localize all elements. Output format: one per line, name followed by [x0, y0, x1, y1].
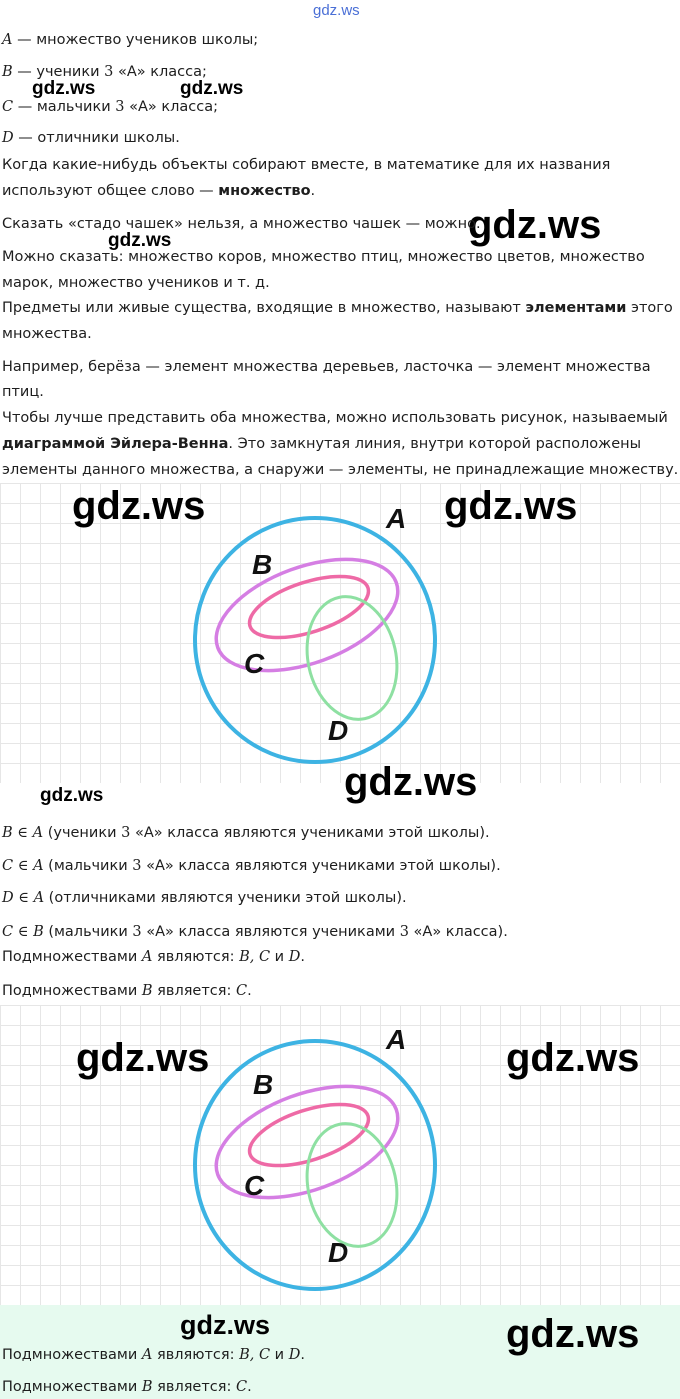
relation-d-in-a: D ∈ A (отличниками являются ученики этой школы). — [2, 890, 407, 906]
paragraph-line: множества. — [2, 326, 92, 342]
subsets-of-b: Подмножествами B является: C. — [2, 983, 252, 999]
watermark: gdz.ws — [344, 760, 478, 804]
answer-subsets-of-a: Подмножествами A являются: B, C и D. — [2, 1347, 305, 1363]
label-b: B — [252, 549, 273, 580]
set-a-circle — [195, 1041, 435, 1289]
watermark: gdz.ws — [468, 203, 602, 247]
paragraph-line: элементы данного множества, а снаружи — элементы, не принадлежащие множеству. — [2, 462, 679, 478]
watermark: gdz.ws — [180, 78, 244, 99]
set-a-definition: A — множество учеников школы; — [2, 32, 259, 48]
paragraph-line: Сказать «стадо чашек» нельзя, а множество чашек — можно. — [2, 216, 481, 232]
paragraph-line: Можно сказать: множество коров, множество птиц, множество цветов, множество — [2, 249, 645, 265]
subsets-of-a: Подмножествами A являются: B, C и D. — [2, 949, 305, 965]
label-b: B — [253, 1069, 274, 1100]
relation-c-in-b: C ∈ B (мальчики 3 «А» класса являются учениками 3 «А» класса). — [2, 924, 508, 940]
watermark: gdz.ws — [32, 78, 96, 99]
paragraph-line: Например, берёза — элемент множества деревьев, ласточка — элемент множества — [2, 359, 651, 375]
watermark: gdz.ws — [72, 484, 206, 528]
watermark: gdz.ws — [40, 785, 104, 806]
watermark: gdz.ws — [506, 1036, 640, 1080]
label-c: C — [244, 1170, 265, 1201]
watermark: gdz.ws — [506, 1312, 640, 1356]
relation-b-in-a: B ∈ A (ученики 3 «А» класса являются учениками этой школы). — [2, 825, 490, 841]
paragraph-line: диаграммой Эйлера-Венна. Это замкнутая линия, внутри которой расположены — [2, 436, 642, 452]
watermark: gdz.ws — [108, 230, 172, 251]
label-c: C — [244, 648, 265, 679]
answer-subsets-of-b: Подмножествами B является: C. — [2, 1379, 252, 1395]
label-a: A — [386, 1024, 407, 1055]
watermark: gdz.ws — [444, 484, 578, 528]
paragraph-line: Чтобы лучше представить оба множества, можно использовать рисунок, называемый — [2, 410, 668, 426]
relation-c-in-a: C ∈ A (мальчики 3 «А» класса являются учениками этой школы). — [2, 858, 501, 874]
watermark: gdz.ws — [180, 1310, 271, 1340]
watermark: gdz.ws — [313, 2, 360, 19]
paragraph-line: птиц. — [2, 384, 44, 400]
paragraph-line: марок, множество учеников и т. д. — [2, 275, 270, 291]
label-d: D — [328, 1237, 349, 1268]
paragraph-line: Предметы или живые существа, входящие в множество, называют элементами этого — [2, 300, 673, 316]
paragraph-line: Когда какие-нибудь объекты собирают вместе, в математике для их названия — [2, 157, 611, 173]
paragraph-line: используют общее слово — множество. — [2, 183, 316, 199]
watermark: gdz.ws — [76, 1036, 210, 1080]
set-c-definition: C — мальчики 3 «А» класса; — [2, 99, 218, 115]
set-a-circle — [195, 518, 435, 762]
set-b-definition: B — ученики 3 «А» класса; — [2, 64, 207, 80]
label-a: A — [386, 503, 407, 534]
label-d: D — [328, 715, 349, 746]
set-d-definition: D — отличники школы. — [2, 130, 180, 146]
